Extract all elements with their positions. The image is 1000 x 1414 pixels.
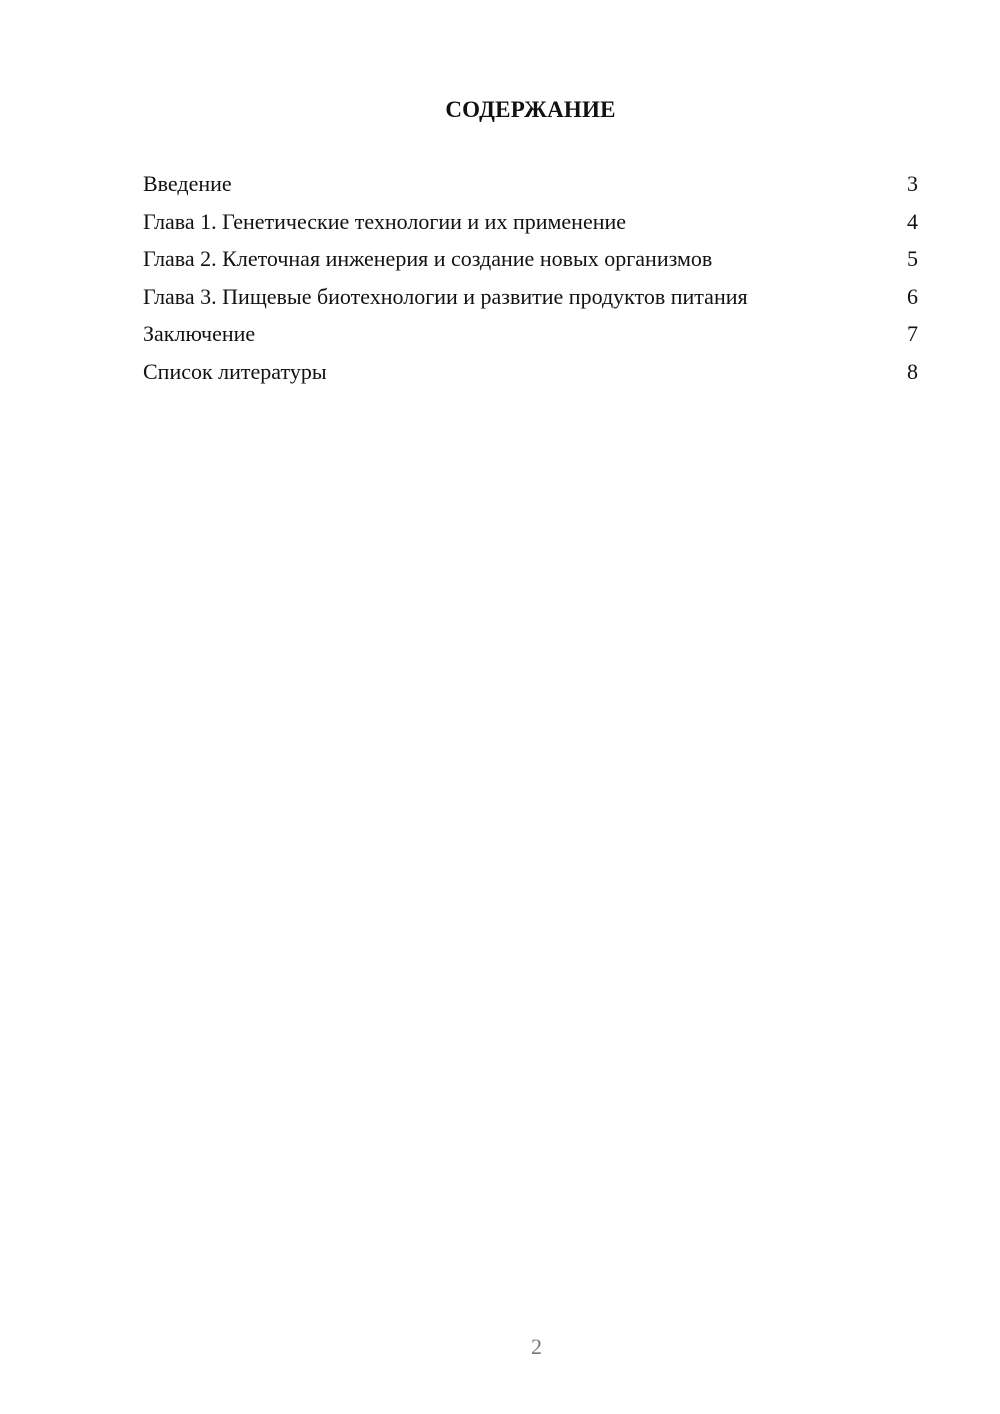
toc-entry-page-number: 4 [907, 208, 918, 234]
toc-entry-introduction [143, 170, 918, 197]
toc-entry-label: Заключение [143, 321, 256, 346]
toc-entry-chapter-2 [143, 245, 918, 272]
page-number: 2 [531, 1334, 542, 1359]
toc-entry-label: Глава 2. Клеточная инженерия и создание новых организмов [143, 246, 713, 271]
toc-entry-page-number: 3 [907, 171, 918, 196]
toc-entry-page-number: 7 [907, 321, 918, 346]
toc-entry-chapter-3 [143, 283, 918, 310]
toc-entry-label: Глава 3. Пищевые биотехнологии и развитие продуктов питания [143, 283, 748, 309]
toc-entry-page-number: 6 [907, 283, 918, 309]
toc-entry-page-number: 8 [907, 358, 918, 384]
toc-entry-label: Введение [143, 171, 232, 196]
toc-entry-page-number: 5 [907, 246, 918, 271]
table-of-contents [143, 170, 918, 395]
toc-entry-label: Список литературы [143, 358, 327, 384]
toc-entry-chapter-1 [143, 208, 918, 235]
toc-entry-conclusion [143, 320, 918, 347]
toc-entry-references [143, 358, 918, 385]
toc-entry-label: Глава 1. Генетические технологии и их применение [143, 208, 627, 234]
page-title: СОДЕРЖАНИЕ [445, 97, 616, 122]
